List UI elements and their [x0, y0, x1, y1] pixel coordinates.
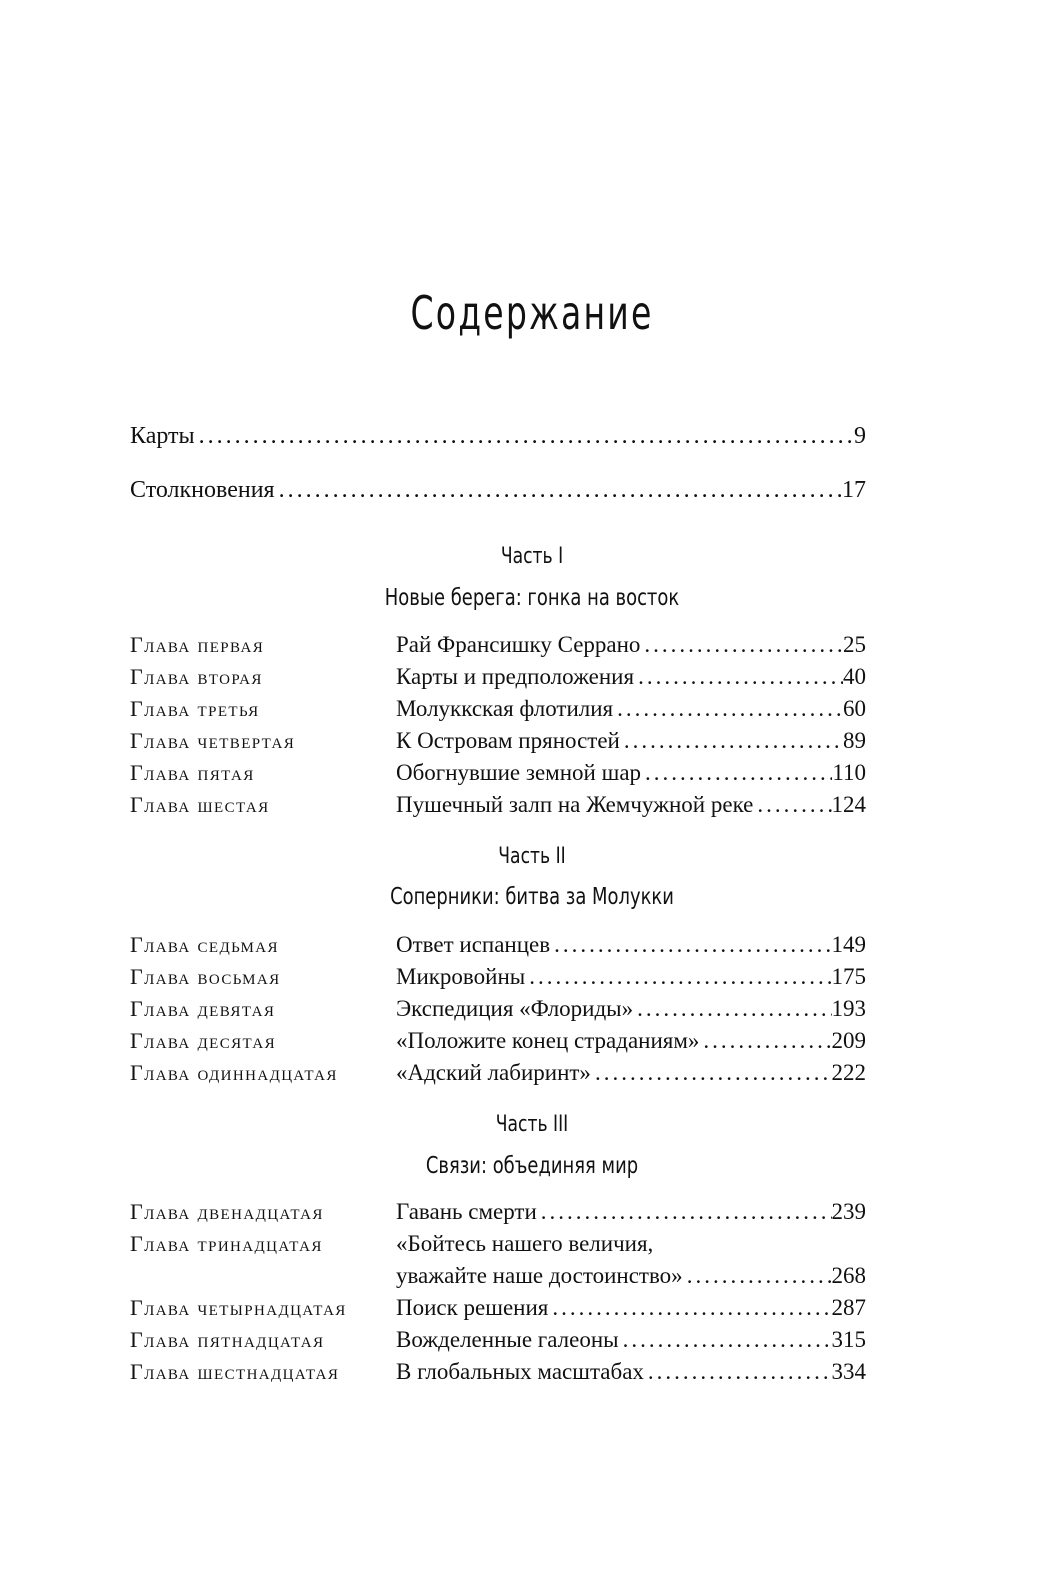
dot-leader	[634, 661, 843, 693]
page-title: Содержание	[410, 286, 654, 340]
dot-leader	[548, 1292, 831, 1324]
dot-leader	[537, 1196, 832, 1228]
chapter-number: Глава тринадцатая	[130, 1231, 323, 1256]
page-number: 89	[843, 728, 866, 753]
entry-title: Столкновения	[130, 477, 275, 503]
dot-leader	[644, 1356, 832, 1388]
toc-chapter-row[interactable]	[130, 1057, 866, 1089]
chapter-number: Глава шестнадцатая	[130, 1359, 340, 1384]
page-number: 209	[831, 1028, 866, 1053]
page-number: 239	[831, 1199, 866, 1224]
chapter-title: К Островам пряностей	[396, 728, 620, 753]
chapter-number: Глава девятая	[130, 996, 276, 1021]
toc-chapter-row[interactable]	[130, 725, 866, 757]
dot-leader	[525, 961, 831, 993]
chapter-title: Вожделенные галеоны	[396, 1327, 619, 1352]
page-number: 17	[842, 477, 866, 503]
chapter-number: Глава пятая	[130, 760, 255, 785]
part-label: Часть III	[495, 1112, 569, 1137]
dot-leader	[619, 1324, 832, 1356]
page-number: 222	[831, 1060, 866, 1085]
page-number: 9	[854, 423, 866, 449]
chapter-title: Молуккская флотилия	[396, 696, 614, 721]
chapter-number: Глава третья	[130, 696, 260, 721]
dot-leader	[683, 1260, 832, 1292]
toc-chapter-row[interactable]	[130, 757, 866, 789]
part-title: Связи: объединяя мир	[425, 1153, 639, 1179]
page-number: 315	[831, 1327, 866, 1352]
page-number: 110	[832, 760, 866, 785]
page-number: 334	[831, 1359, 866, 1384]
toc-chapter-row[interactable]	[130, 1356, 866, 1388]
dot-leader	[633, 993, 831, 1025]
toc-chapter-row[interactable]	[130, 929, 866, 961]
chapter-number: Глава восьмая	[130, 964, 281, 989]
chapter-title: Ответ испанцев	[396, 932, 551, 957]
toc-chapter-row[interactable]	[130, 693, 866, 725]
part-title: Новые берега: гонка на восток	[384, 585, 680, 611]
page-number: 175	[831, 964, 866, 989]
dot-leader	[620, 725, 843, 757]
chapter-title-continued: уважайте наше достоинство»	[396, 1263, 683, 1288]
chapter-title: Экспедиция «Флориды»	[396, 996, 634, 1021]
toc-entry-collisions[interactable]	[130, 474, 866, 506]
part-label: Часть I	[500, 544, 564, 569]
chapter-title: Рай Франсишку Серрано	[396, 632, 641, 657]
chapter-title: «Бойтесь нашего величия,	[396, 1231, 654, 1256]
page-number: 40	[843, 664, 866, 689]
chapter-title: В глобальных масштабах	[396, 1359, 644, 1384]
entry-title: Карты	[130, 423, 195, 449]
toc-chapter-row[interactable]	[130, 993, 866, 1025]
chapter-number: Глава четвертая	[130, 728, 296, 753]
toc-chapter-row[interactable]	[130, 661, 866, 693]
toc-chapter-row[interactable]	[130, 1228, 866, 1260]
dot-leader	[195, 420, 854, 452]
page-number: 149	[831, 932, 866, 957]
toc-chapter-title-continuation[interactable]	[396, 1260, 866, 1292]
part-label: Часть II	[498, 844, 566, 869]
chapter-title: Поиск решения	[396, 1295, 549, 1320]
page-number: 25	[843, 632, 866, 657]
dot-leader	[641, 757, 832, 789]
toc-chapter-row[interactable]	[130, 961, 866, 993]
toc-chapter-row[interactable]	[130, 1292, 866, 1324]
chapter-title: Обогнувшие земной шар	[396, 760, 642, 785]
chapter-title: Пушечный залп на Жемчужной реке	[396, 792, 754, 817]
page-number: 268	[831, 1263, 866, 1288]
toc-chapter-row[interactable]	[130, 1324, 866, 1356]
toc-entry-maps[interactable]	[130, 420, 866, 452]
dot-leader	[613, 693, 843, 725]
chapter-number: Глава четырнадцатая	[130, 1295, 347, 1320]
dot-leader	[275, 474, 842, 506]
chapter-number: Глава двенадцатая	[130, 1199, 324, 1224]
chapter-number: Глава одиннадцатая	[130, 1060, 338, 1085]
chapter-number: Глава первая	[130, 632, 265, 657]
dot-leader	[640, 629, 843, 661]
toc-chapter-row[interactable]	[130, 629, 866, 661]
chapter-number: Глава седьмая	[130, 932, 279, 957]
toc-chapter-row[interactable]	[130, 1025, 866, 1057]
page-number: 60	[843, 696, 866, 721]
chapter-title: «Положите конец страданиям»	[396, 1028, 700, 1053]
page-number: 124	[831, 792, 866, 817]
page-number: 193	[831, 996, 866, 1021]
page-number: 287	[831, 1295, 866, 1320]
chapter-number: Глава шестая	[130, 792, 270, 817]
chapter-title: Микровойны	[396, 964, 526, 989]
part-title: Соперники: битва за Молукки	[390, 884, 674, 910]
dot-leader	[550, 929, 831, 961]
toc-chapter-row[interactable]	[130, 789, 866, 821]
toc-chapter-row[interactable]	[130, 1196, 866, 1228]
chapter-number: Глава десятая	[130, 1028, 276, 1053]
chapter-number: Глава вторая	[130, 664, 263, 689]
dot-leader	[699, 1025, 831, 1057]
chapter-title: Карты и предположения	[396, 664, 635, 689]
dot-leader	[753, 789, 831, 821]
dot-leader	[591, 1057, 832, 1089]
chapter-title: Гавань смерти	[396, 1199, 537, 1224]
chapter-title: «Адский лабиринт»	[396, 1060, 591, 1085]
chapter-number: Глава пятнадцатая	[130, 1327, 325, 1352]
